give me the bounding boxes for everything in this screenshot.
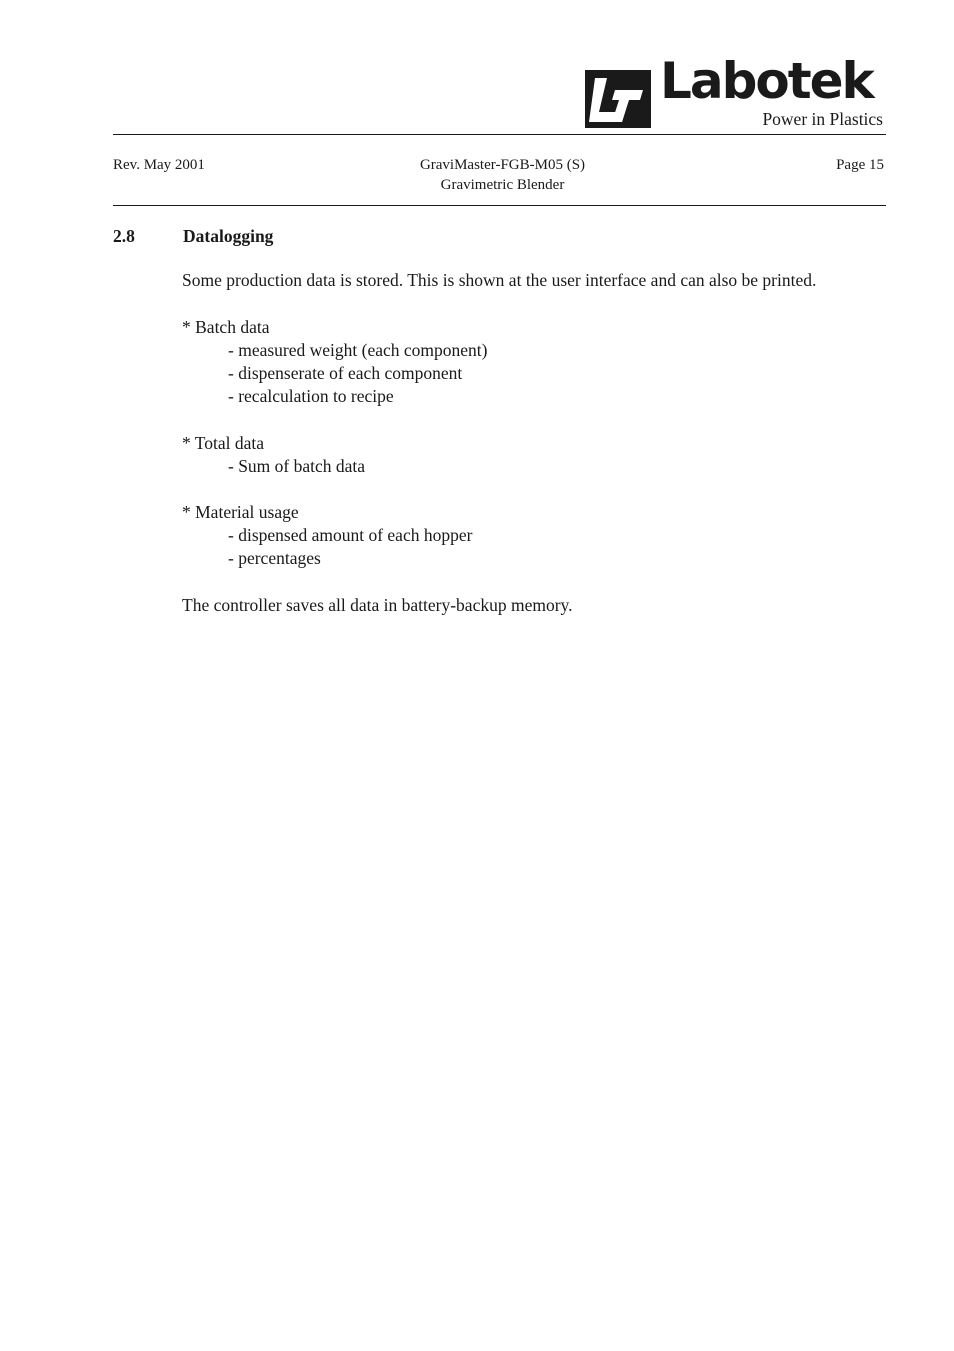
labotek-logo	[585, 52, 887, 132]
page-number: Page 15	[836, 157, 884, 173]
list-item: - dispenserate of each component	[228, 363, 463, 383]
revision-date: Rev. May 2001	[113, 157, 205, 173]
list-item: - dispensed amount of each hopper	[228, 525, 473, 545]
intro-paragraph: Some production data is stored. This is shown at the user interface and can also be printed.	[182, 270, 817, 290]
list-item: - measured weight (each component)	[228, 340, 488, 360]
group-label-total: * Total data	[182, 433, 265, 453]
document-subtitle: Gravimetric Blender	[440, 177, 565, 193]
document-title: GraviMaster-FGB-M05 (S)	[419, 157, 586, 173]
header-rule-top	[113, 134, 886, 135]
section-number: 2.8	[113, 226, 135, 246]
labotek-mark-icon	[585, 70, 651, 128]
header-rule-bottom	[113, 205, 886, 206]
list-item: - percentages	[228, 548, 321, 568]
logo-tagline: Power in Plastics	[762, 109, 883, 129]
document-title-block	[300, 155, 705, 195]
list-item: - recalculation to recipe	[228, 386, 394, 406]
section-title: Datalogging	[183, 226, 274, 246]
group-label-batch: * Batch data	[182, 317, 270, 337]
list-item: - Sum of batch data	[228, 456, 366, 476]
closing-paragraph: The controller saves all data in battery-backup memory.	[182, 595, 573, 615]
logo-wordmark: Labotek	[660, 52, 873, 110]
group-label-material: * Material usage	[182, 502, 299, 522]
